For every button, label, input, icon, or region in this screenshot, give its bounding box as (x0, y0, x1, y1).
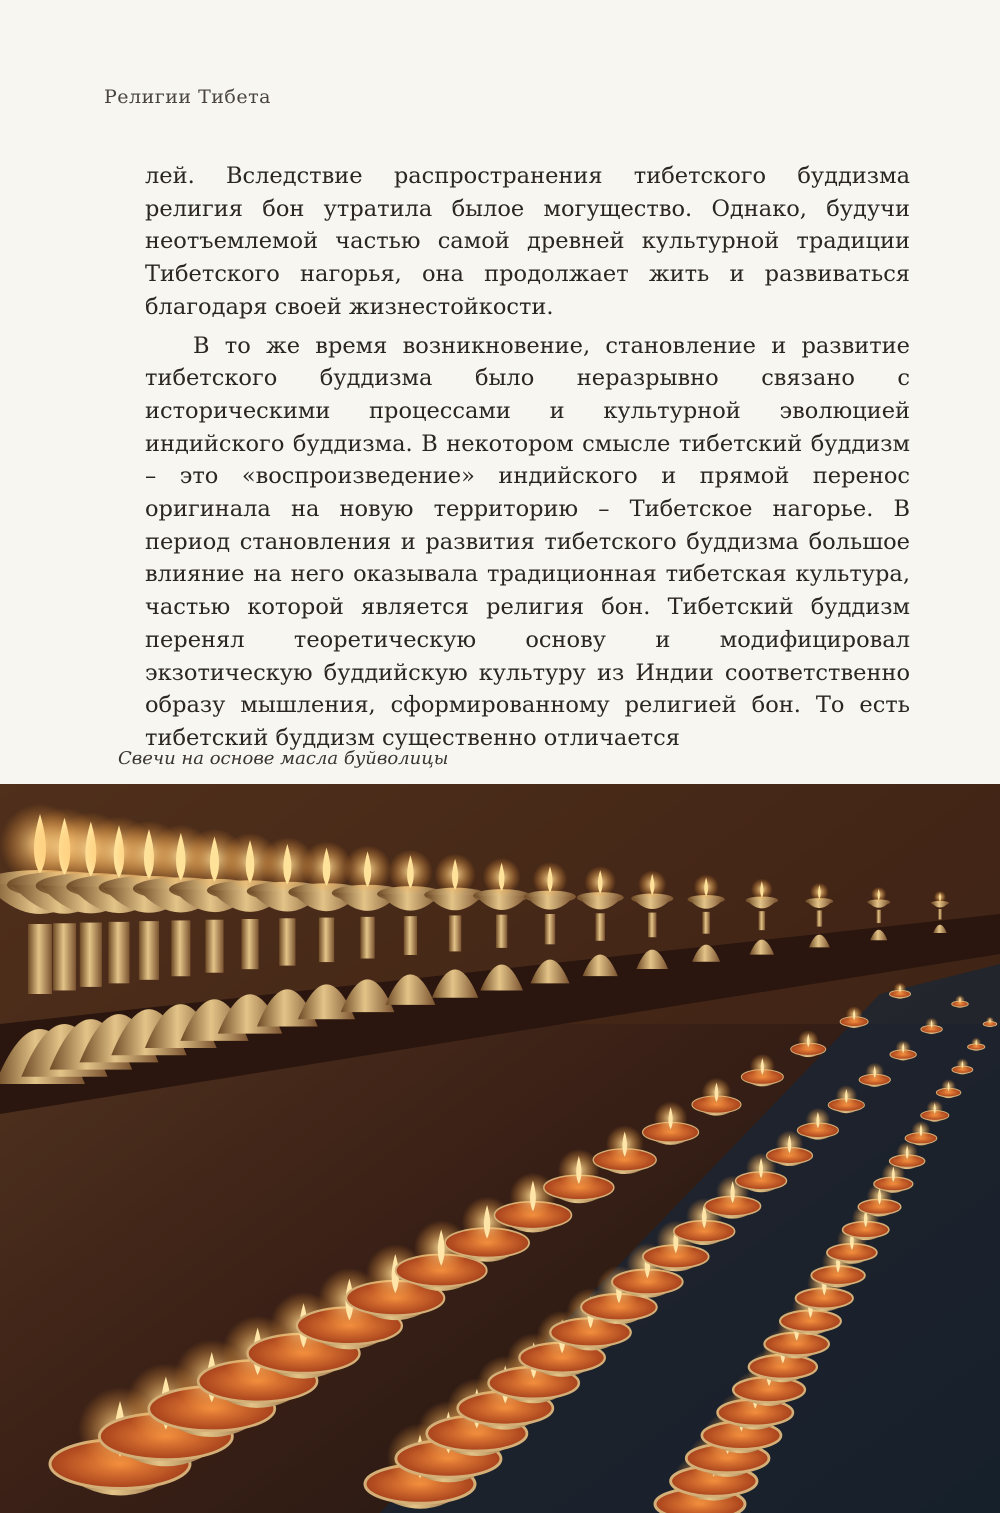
paragraph-1: лей. Вследствие распространения тибетского буддизма религия бон утратила былое могущество. Однако, будучи неотъемлемой частью самой древней культурной традиции Тибетского нагорья, она продолжает жить и развиваться благодаря своей жизнестойкости. (145, 163, 910, 320)
figure-caption: Свечи на основе масла буйволицы (118, 748, 449, 769)
paragraph-2: В то же время возникновение, становление и развитие тибетского буддизма было неразрывно связано с историческими процессами и культурной эволюцией индийского буддизма. В некотором смысле тибетский буддизм – это «воспроизведение» индийского и прямой перенос оригинала на новую территорию – Тибетское нагорье. В период становления и развития тибетского буддизма большое влияние на него оказывала традиционная тибетская культура, частью которой является религия бон. Тибетский буддизм перенял теоретическую основу и модифицировал экзотическую буддийскую культуру из Индии соответственно образу мышления, сформированному религией бон. То есть тибетский буддизм существенно отличается (145, 332, 910, 751)
butter-lamps-photo (0, 784, 1000, 1513)
body-text (145, 160, 910, 755)
running-header: Религии Тибета (104, 86, 271, 108)
